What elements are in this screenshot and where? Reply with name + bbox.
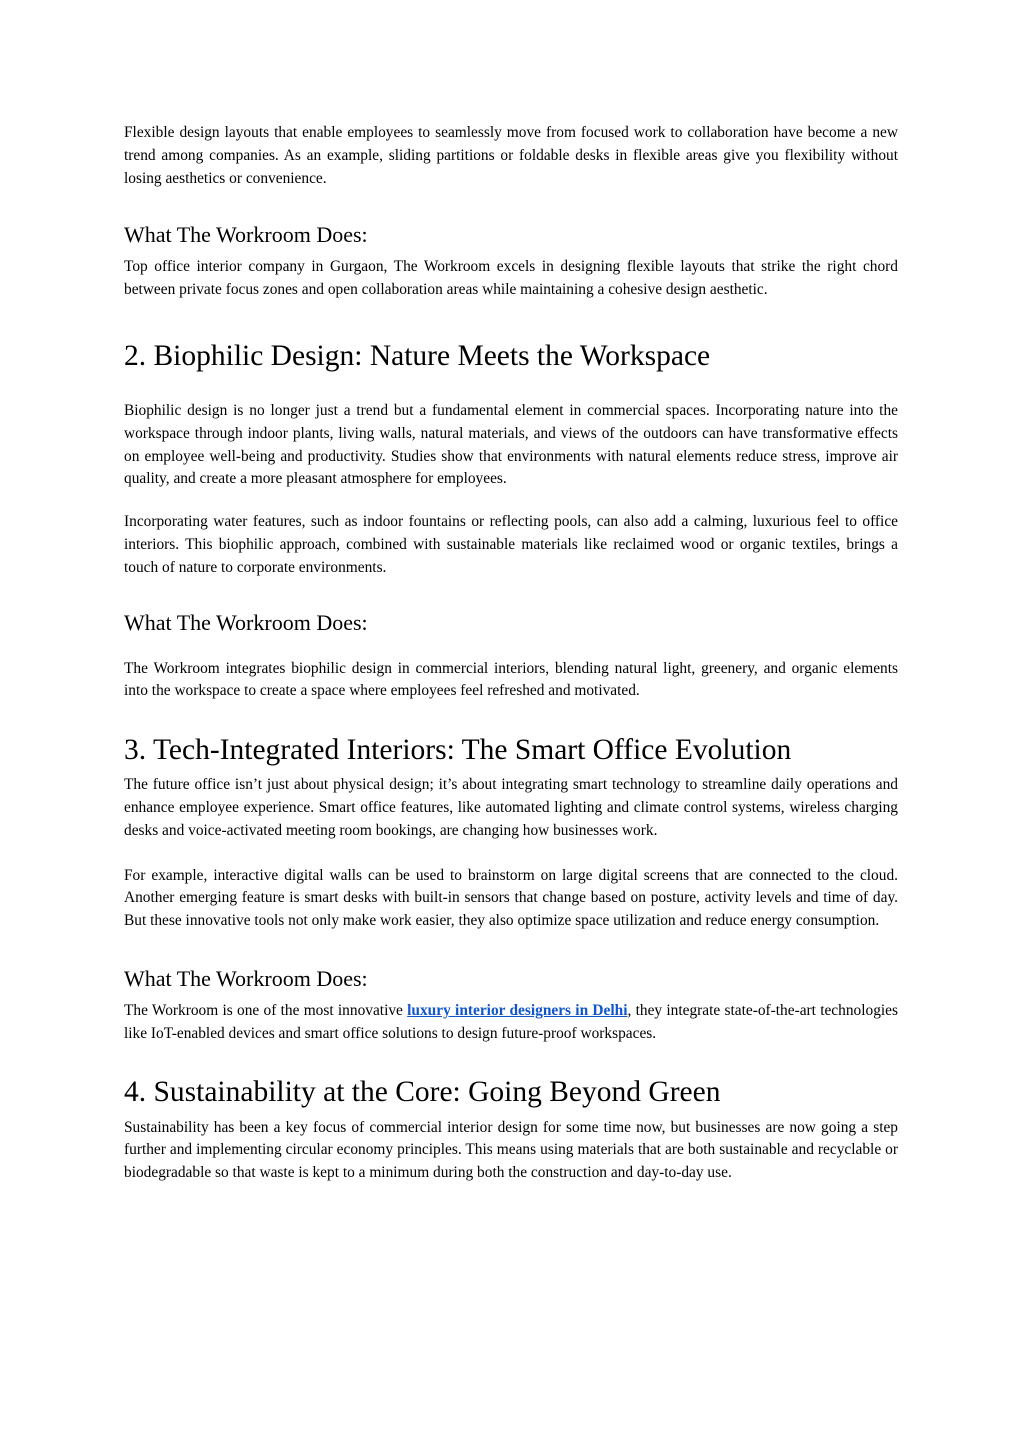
section-title-sustainability: 4. Sustainability at the Core: Going Beyond Green [124, 1075, 721, 1108]
workroom-paragraph-with-link [124, 1000, 898, 1046]
tech-paragraph-2: For example, interactive digital walls can be used to brainstorm on large digital screens that are connected to the cloud. Another emerging feature is smart desks with built-in sensors that change based on posture, activity levels and time of day. But these innovative tools not only make work easier, they also optimize space utilization and reduce energy consumption. [124, 866, 898, 930]
section-title-tech: 3. Tech-Integrated Interiors: The Smart Office Evolution [124, 734, 792, 767]
section-title-biophilic: 2. Biophilic Design: Nature Meets the Workspace [124, 339, 711, 372]
workroom-heading: What The Workroom Does: [124, 965, 368, 991]
luxury-interior-designers-link[interactable]: luxury interior designers in Delhi [407, 1001, 628, 1019]
biophilic-paragraph-1: Biophilic design is no longer just a trend but a fundamental element in commercial spaces. Incorporating nature into the workspace through indoor plants, living walls, natural materials, and views of the outdoors can have transformative effects on employee well-being and productivity. Studies show that environments with natural elements reduce stress, improve air quality, and create a more pleasant atmosphere for employees. [124, 401, 898, 488]
workroom-paragraph: The Workroom integrates biophilic design in commercial interiors, blending natural light, greenery, and organic elements into the workspace to create a space where employees feel refreshed and motivated. [124, 659, 898, 700]
document-page [124, 122, 898, 1185]
sustainability-paragraph-1: Sustainability has been a key focus of commercial interior design for some time now, but businesses are now going a step further and implementing circular economy principles. This means using materials that are both sustainable and recyclable or biodegradable so that waste is kept to a minimum during both the construction and day-to-day use. [124, 1118, 898, 1182]
workroom-heading: What The Workroom Does: [124, 609, 368, 635]
workroom-text-before-link: The Workroom is one of the most innovative [124, 1001, 408, 1019]
biophilic-paragraph-2: Incorporating water features, such as indoor fountains or reflecting pools, can also add a calming, luxurious feel to office interiors. This biophilic approach, combined with sustainable materials like reclaimed wood or organic textiles, brings a touch of nature to corporate environments. [124, 513, 898, 576]
intro-paragraph: Flexible design layouts that enable employees to seamlessly move from focused work to collaboration have become a new trend among companies. As an example, sliding partitions or foldable desks in flexible areas give you flexibility without losing aesthetics or convenience. [124, 124, 898, 187]
workroom-heading: What The Workroom Does: [124, 222, 368, 248]
workroom-paragraph: Top office interior company in Gurgaon, The Workroom excels in designing flexible layouts that strike the right chord between private focus zones and open collaboration areas while maintaining a cohesive design aesthetic. [124, 258, 898, 299]
workroom-text-after-link: , they integrate state-of-the-art technologies like IoT-enabled devices and smart office solutions to design future-proof workspaces. [124, 1001, 898, 1042]
tech-paragraph-1: The future office isn’t just about physical design; it’s about integrating smart technology to streamline daily operations and enhance employee experience. Smart office features, like automated lighting and climate control systems, wireless charging desks and voice-activated meeting room bookings, are changing how businesses work. [124, 776, 898, 839]
